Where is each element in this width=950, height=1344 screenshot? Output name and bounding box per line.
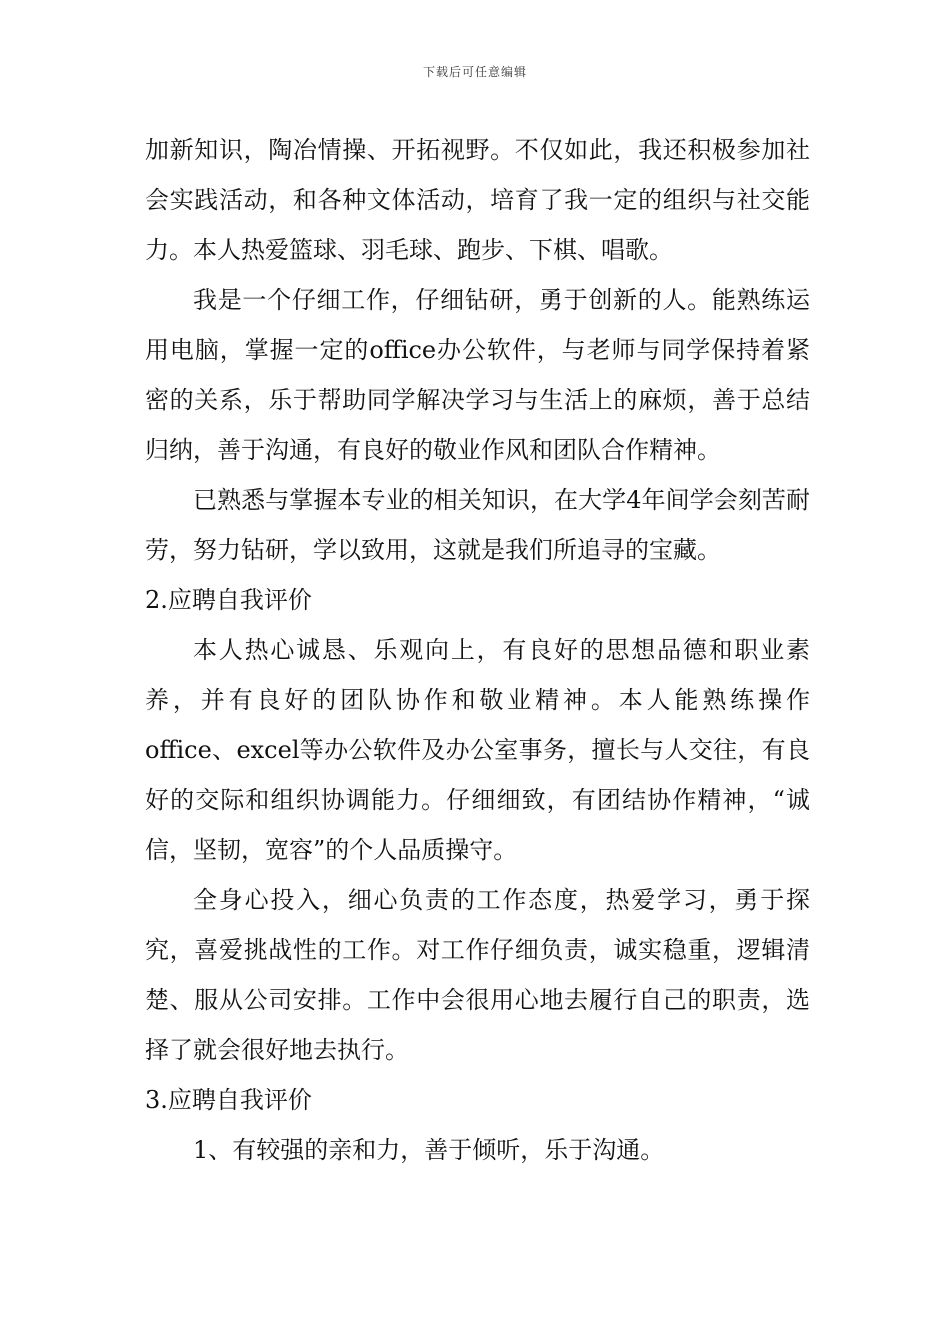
paragraph-knowledge: 已熟悉与掌握本专业的相关知识，在大学4年间学会刻苦耐劳，努力钻研，学以致用，这就是我们所追寻的宝藏。 <box>145 486 810 564</box>
document-body <box>145 125 810 1175</box>
section2-paragraph-2: 全身心投入，细心负责的工作态度，热爱学习，勇于探究，喜爱挑战性的工作。对工作仔细负责，诚实稳重，逻辑清楚、服从公司安排。工作中会很用心地去履行自己的职责，选择了就会很好地去执行。 <box>145 886 810 1064</box>
section2-paragraph-1: 本人热心诚恳、乐观向上，有良好的思想品德和职业素养，并有良好的团队协作和敬业精神。本人能熟练操作office、excel等办公软件及办公室事务，擅长与人交往，有良好的交际和组织协调能力。仔细细致，有团结协作精神，“诚信，坚韧，宽容”的个人品质操守。 <box>145 636 810 864</box>
section3-paragraph-1: 1、有较强的亲和力，善于倾听，乐于沟通。 <box>193 1136 665 1164</box>
section-heading-2: 2.应聘自我评价 <box>145 586 312 614</box>
page-header: 下载后可任意编辑 <box>422 65 527 79</box>
section-heading-3: 3.应聘自我评价 <box>145 1086 312 1114</box>
paragraph-continuation: 加新知识，陶冶情操、开拓视野。不仅如此，我还积极参加社会实践活动，和各种文体活动，培育了我一定的组织与社交能力。本人热爱篮球、羽毛球、跑步、下棋、唱歌。 <box>145 136 810 264</box>
paragraph-skills: 我是一个仔细工作，仔细钻研，勇于创新的人。能熟练运用电脑，掌握一定的office办公软件，与老师与同学保持着紧密的关系，乐于帮助同学解决学习与生活上的麻烦，善于总结归纳，善于沟通，有良好的敬业作风和团队合作精神。 <box>145 286 810 464</box>
